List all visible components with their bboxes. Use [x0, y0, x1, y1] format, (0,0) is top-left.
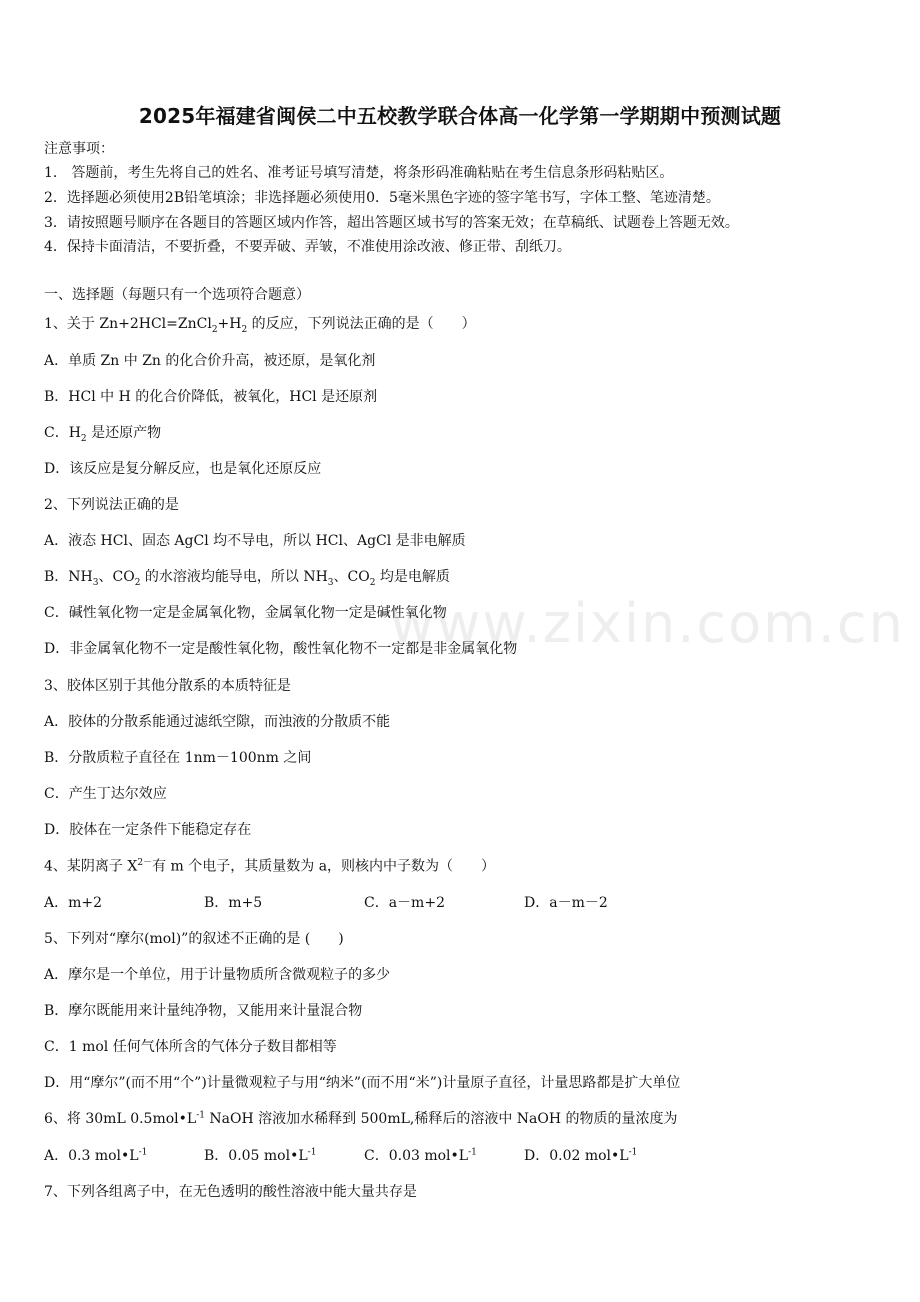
question-2-option-a: A．液态 HCl、固态 AgCl 均不导电，所以 HCl、AgCl 是非电解质 [44, 533, 466, 549]
question-6-option-d: D．0.02 $mol•L^{-1}$ [524, 1147, 638, 1164]
question-2-option-c: C．碱性氧化物一定是金属氧化物，金属氧化物一定是碱性氧化物 [44, 605, 447, 621]
question-5-option-b: B．摩尔既能用来计量纯净物，又能用来计量混合物 [44, 1003, 363, 1019]
notice-heading: 注意事项： [44, 141, 114, 157]
question-6-stem: 6、将 30mL $0.5mol•L^{-1}$ NaOH 溶液加水稀释到 500mL,稀释后的溶液中 NaOH 的物质的量浓度为 [44, 1110, 678, 1127]
question-4-option-b: B．m+5 [204, 895, 263, 911]
question-5-option-d: D．用“摩尔”(而不用“个”)计量微观粒子与用“纳米”(而不用“米”)计量原子直径，计量思路都是扩大单位 [44, 1075, 681, 1091]
section-heading: 一、选择题（每题只有一个选项符合题意） [44, 287, 310, 303]
question-2-stem: 2、下列说法正确的是 [44, 497, 179, 513]
notice-item-3: 3．请按照题号顺序在各题目的答题区域内作答，超出答题区域书写的答案无效；在草稿纸、试题卷上答题无效。 [44, 215, 739, 231]
question-1-option-c: C．$H_2$ 是还原产物 [44, 425, 162, 444]
question-4-options [44, 892, 844, 912]
page-title: 2025年福建省闽侯二中五校教学联合体高一化学第一学期期中预测试题 [138, 104, 782, 128]
question-3-option-a: A．胶体的分散系能通过滤纸空隙，而浊液的分散质不能 [44, 714, 391, 730]
question-4-option-a: A．m+2 [44, 895, 103, 911]
question-1-option-b: B．HCl 中 H 的化合价降低，被氧化，HCl 是还原剂 [44, 389, 378, 405]
question-1-option-d: D．该反应是复分解反应，也是氧化还原反应 [44, 461, 322, 477]
question-5-option-a: A．摩尔是一个单位，用于计量物质所含微观粒子的多少 [44, 967, 391, 983]
question-2-option-d: D．非金属氧化物不一定是酸性氧化物，酸性氧化物不一定都是非金属氧化物 [44, 641, 518, 657]
question-3-option-c: C．产生丁达尔效应 [44, 786, 167, 802]
question-5-option-c: C．1 mol 任何气体所含的气体分子数目都相等 [44, 1039, 337, 1055]
question-3-stem: 3、胶体区别于其他分散系的本质特征是 [44, 678, 291, 694]
watermark: www.zixin.com.cn [390, 592, 905, 655]
question-4-option-d: D．a－m－2 [524, 895, 608, 911]
question-1-option-a: A．单质 Zn 中 Zn 的化合价升高，被还原，是氧化剂 [44, 353, 376, 369]
question-6-option-c: C．0.03 $mol•L^{-1}$ [364, 1147, 477, 1164]
notice-item-1: 1． 答题前，考生先将自己的姓名、准考证号填写清楚，将条形码准确粘贴在考生信息条形码粘贴区。 [44, 165, 674, 181]
question-6-options [44, 1145, 844, 1165]
question-3-option-d: D．胶体在一定条件下能稳定存在 [44, 822, 252, 838]
question-6-option-a: A．0.3 $mol•L^{-1}$ [44, 1147, 148, 1164]
notice-item-4: 4．保持卡面清洁，不要折叠，不要弄破、弄皱，不准使用涂改液、修正带、刮纸刀。 [44, 239, 571, 255]
notice-item-2: 2．选择题必须使用2B铅笔填涂；非选择题必须使用0．5毫米黑色字迹的签字笔书写，字体工整、笔迹清楚。 [44, 190, 720, 206]
question-2-option-b: B．$NH_3$、$CO_2$ 的水溶液均能导电，所以 $NH_3$、$CO_2$ 均是电解质 [44, 569, 450, 588]
question-5-stem: 5、下列对“摩尔(mol)”的叙述不正确的是 ( ) [44, 931, 344, 947]
question-3-option-b: B．分散质粒子直径在 1nm－100nm 之间 [44, 750, 312, 766]
question-1-stem: 1、关于 $Zn+2HCl=ZnCl_2+H_2$ 的反应，下列说法正确的是（ ） [44, 316, 476, 335]
question-4-option-c: C．a－m+2 [364, 895, 445, 911]
question-4-stem: 4、某阴离子 $X^{2-}$有 m 个电子，其质量数为 a，则核内中子数为（ ） [44, 858, 496, 875]
question-7-stem: 7、下列各组离子中，在无色透明的酸性溶液中能大量共存是 [44, 1184, 417, 1200]
question-6-option-b: B．0.05 $mol•L^{-1}$ [204, 1147, 317, 1164]
